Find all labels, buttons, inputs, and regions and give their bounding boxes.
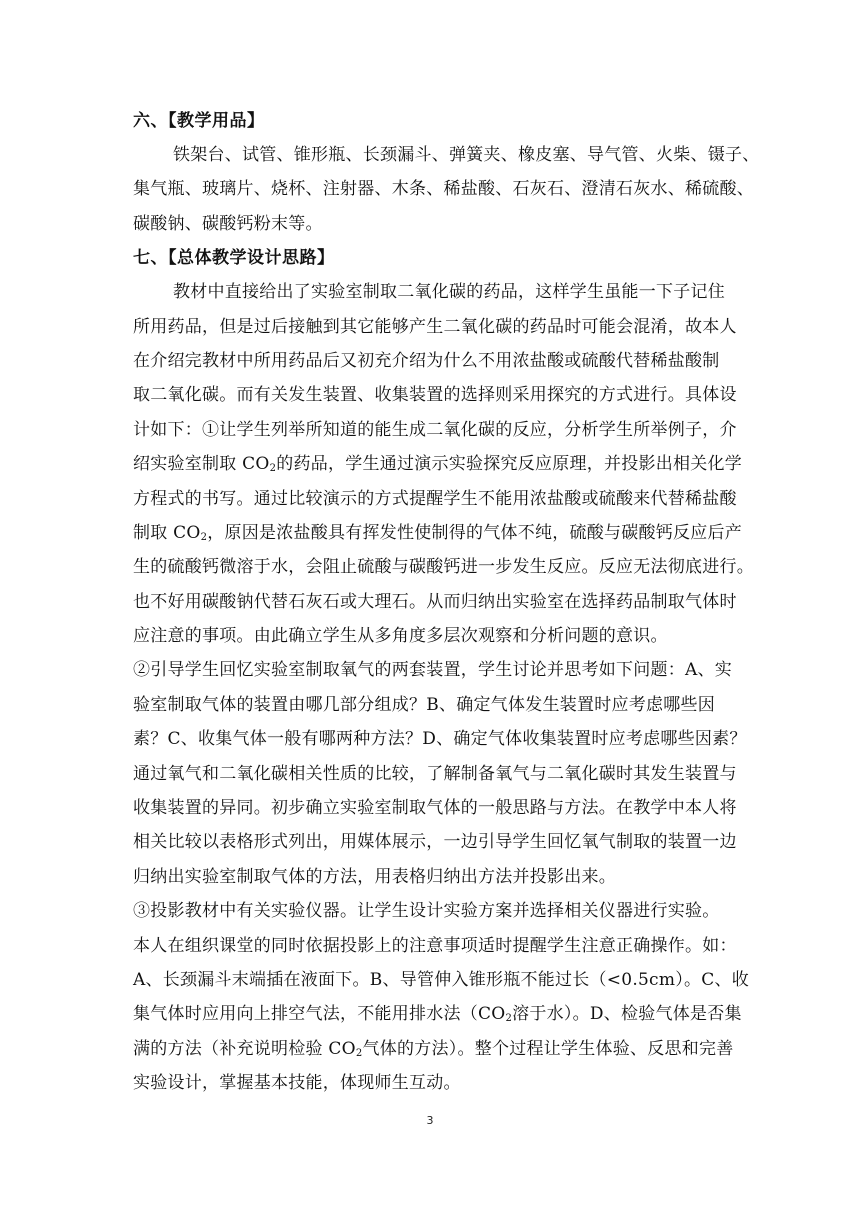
text-segment: 集气体时应用向上排空气法，不能用排水法（CO [133,1004,506,1025]
section-6-line: 铁架台、试管、锥形瓶、长颈漏斗、弹簧夹、橡皮塞、导气管、火柴、镊子、 [173,145,760,165]
section-7-line: 生的硫酸钙微溶于水，会阻止硫酸与碳酸钙进一步发生反应。反应无法彻底进行。 [133,557,754,578]
section-7-line: 应注意的事项。由此确立学生从多角度多层次观察和分析问题的意识。 [133,626,668,647]
text-segment: 气体的方法）。整个过程让学生体验、反思和完善 [362,1038,734,1059]
section-7-line: 通过氧气和二氧化碳相关性质的比较，了解制备氧气与二氧化碳时其发生装置与 [133,763,737,784]
section-7-line: 取二氧化碳。而有关发生装置、收集装置的选择则采用探究的方式进行。具体设 [133,385,737,406]
section-7-line-co2 [133,1032,733,1066]
section-6-line: 碳酸钠、碳酸钙粉末等。 [133,213,323,234]
subscript: 2 [355,1047,363,1059]
section-6-heading: 六、【教学用品】 [133,111,265,131]
section-7-line: 实验设计，掌握基本技能，体现师生互动。 [133,1073,461,1094]
section-7-line: 相关比较以表格形式列出，用媒体展示，一边引导学生回忆氧气制取的装置一边 [133,832,737,853]
section-7-line: ③投影教材中有关实验仪器。让学生设计实验方案并选择相关仪器进行实验。 [133,901,720,922]
subscript: 2 [200,531,208,543]
page-number: 3 [426,1114,434,1127]
page-content [133,104,760,1101]
text-segment: ，原因是浓盐酸具有挥发性使制得的气体不纯，硫酸与碳酸钙反应后产 [207,522,742,543]
section-7-line-co2 [133,447,742,481]
text-segment: 的药品，学生通过演示实验探究反应原理，并投影出相关化学 [276,454,742,475]
text-segment: 绍实验室制取 CO [133,454,270,475]
text-segment: 制取 CO [133,522,201,543]
section-7-line: 归纳出实验室制取气体的方法，用表格归纳出方法并投影出来。 [133,866,616,887]
subscript: 2 [269,463,277,475]
subscript: 2 [505,1013,513,1025]
section-7-line: 验室制取气体的装置由哪几部分组成？B、确定气体发生装置时应考虑哪些因 [133,694,715,715]
section-7-heading: 七、【总体教学设计思路】 [133,248,335,269]
text-segment: 满的方法（补充说明检验 CO [133,1038,356,1059]
section-7-line: 本人在组织课堂的同时依据投影上的注意事项适时提醒学生注意正确操作。如： [133,935,737,956]
section-7-line: 教材中直接给出了实验室制取二氧化碳的药品，这样学生虽能一下子记住 [173,282,725,303]
text-segment: 溶于水）。D、检验气体是否集 [512,1004,742,1025]
section-7-line: 在介绍完教材中所用药品后又初充介绍为什么不用浓盐酸或硫酸代替稀盐酸制 [133,350,720,371]
section-7-line: ②引导学生回忆实验室制取氧气的两套装置，学生讨论并思考如下问题：A、实 [133,660,733,681]
section-6-line: 集气瓶、玻璃片、烧杯、注射器、木条、稀盐酸、石灰石、澄清石灰水、稀硫酸、 [133,179,754,200]
section-7-line: 计如下：①让学生列举所知道的能生成二氧化碳的反应，分析学生所举例子，介 [133,419,737,440]
section-7-line: A、长颈漏斗末端插在液面下。B、导管伸入锥形瓶不能过长（<0.5cm）。C、收 [133,969,749,990]
section-7-line-co2 [133,516,742,550]
section-7-line-co2 [133,997,742,1031]
section-7-line: 所用药品，但是过后接触到其它能够产生二氧化碳的药品时可能会混淆，故本人 [133,316,737,337]
section-7-line: 素？C、收集气体一般有哪两种方法？D、确定气体收集装置时应考虑哪些因素？ [133,729,747,750]
section-7-line: 收集装置的异同。初步确立实验室制取气体的一般思路与方法。在教学中本人将 [133,798,737,819]
section-7-line: 方程式的书写。通过比较演示的方式提醒学生不能用浓盐酸或硫酸来代替稀盐酸 [133,488,737,509]
section-7-line: 也不好用碳酸钠代替石灰石或大理石。从而归纳出实验室在选择药品制取气体时 [133,591,737,612]
